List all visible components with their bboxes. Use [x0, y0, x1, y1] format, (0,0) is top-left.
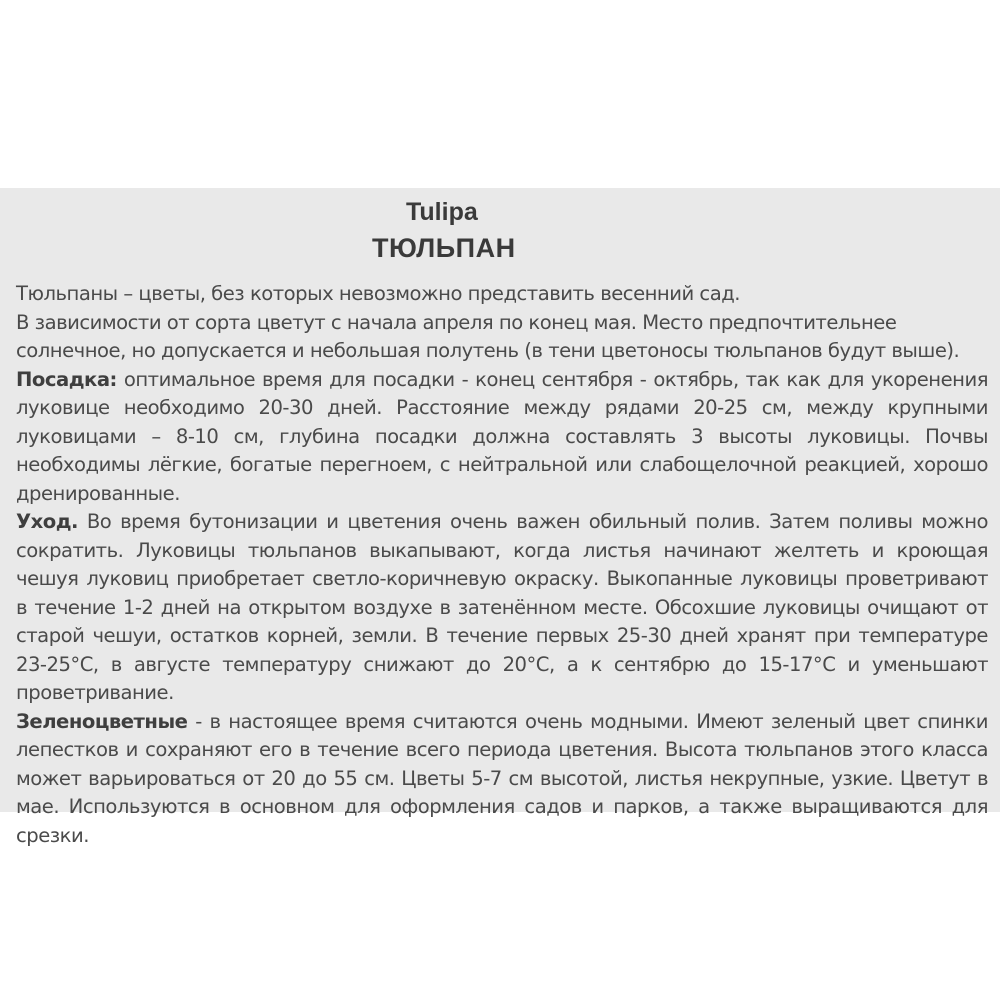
- seed-packet-label: [0, 188, 1000, 847]
- care-text: Во время бутонизации и цветения очень важен обильный полив. Затем поливы можно сократить. Луковицы тюльпанов выкапывают, когда листья начинают желтеть и кроющая чешуя луковиц приобретает светло-коричневую окраску. Выкопанные луковицы проветривают в течение 1-2 дней на открытом воздухе в затенённом месте. Обсохшие луковицы очищают от старой чешуи, остатков корней, земли. В течение первых 25-30 дней хранят при температуре 23-25°С, в августе температуру снижают до 20°С, а к сентябрю до 15-17°С и уменьшают проветривание.: [16, 510, 988, 704]
- planting-heading: Посадка:: [16, 367, 117, 391]
- green-paragraph: [16, 708, 988, 851]
- care-paragraph: [16, 508, 988, 708]
- green-text: - в настоящее время считаются очень модными. Имеют зеленый цвет спинки лепестков и сохраняют его в течение всего периода цветения. Высота тюльпанов этого класса может варьироваться от 20 до 55 см. Цветы 5-7 см высотой, листья некрупные, узкие. Цветут в мае. Используются в основном для оформления садов и парков, а также выращиваются для срезки.: [16, 709, 988, 847]
- green-heading: Зеленоцветные: [16, 709, 188, 733]
- bloom-paragraph: В зависимости от сорта цветут с начала апреля по конец мая. Место предпочтительнее солнечное, но допускается и небольшая полутень (в тени цветоносы тюльпанов будут выше).: [16, 310, 960, 362]
- care-heading: Уход.: [16, 510, 78, 533]
- planting-paragraph: [16, 366, 988, 509]
- intro-paragraph: Тюльпаны – цветы, без которых невозможно представить весенний сад.: [16, 282, 740, 305]
- description-text: [16, 280, 988, 850]
- russian-name: ТЮЛЬПАН: [372, 233, 516, 263]
- latin-name: Tulipa: [406, 198, 478, 226]
- planting-text: оптимальное время для посадки - конец сентября - октябрь, так как для укоренения луковице необходимо 20-30 дней. Расстояние между рядами 20-25 см, между крупными луковицами – 8-10 см, глубина посадки должна составлять 3 высоты луковицы. Почвы необходимы лёгкие, богатые перегноем, с нейтральной или слабощелочной реакцией, хорошо дренированные.: [16, 367, 988, 505]
